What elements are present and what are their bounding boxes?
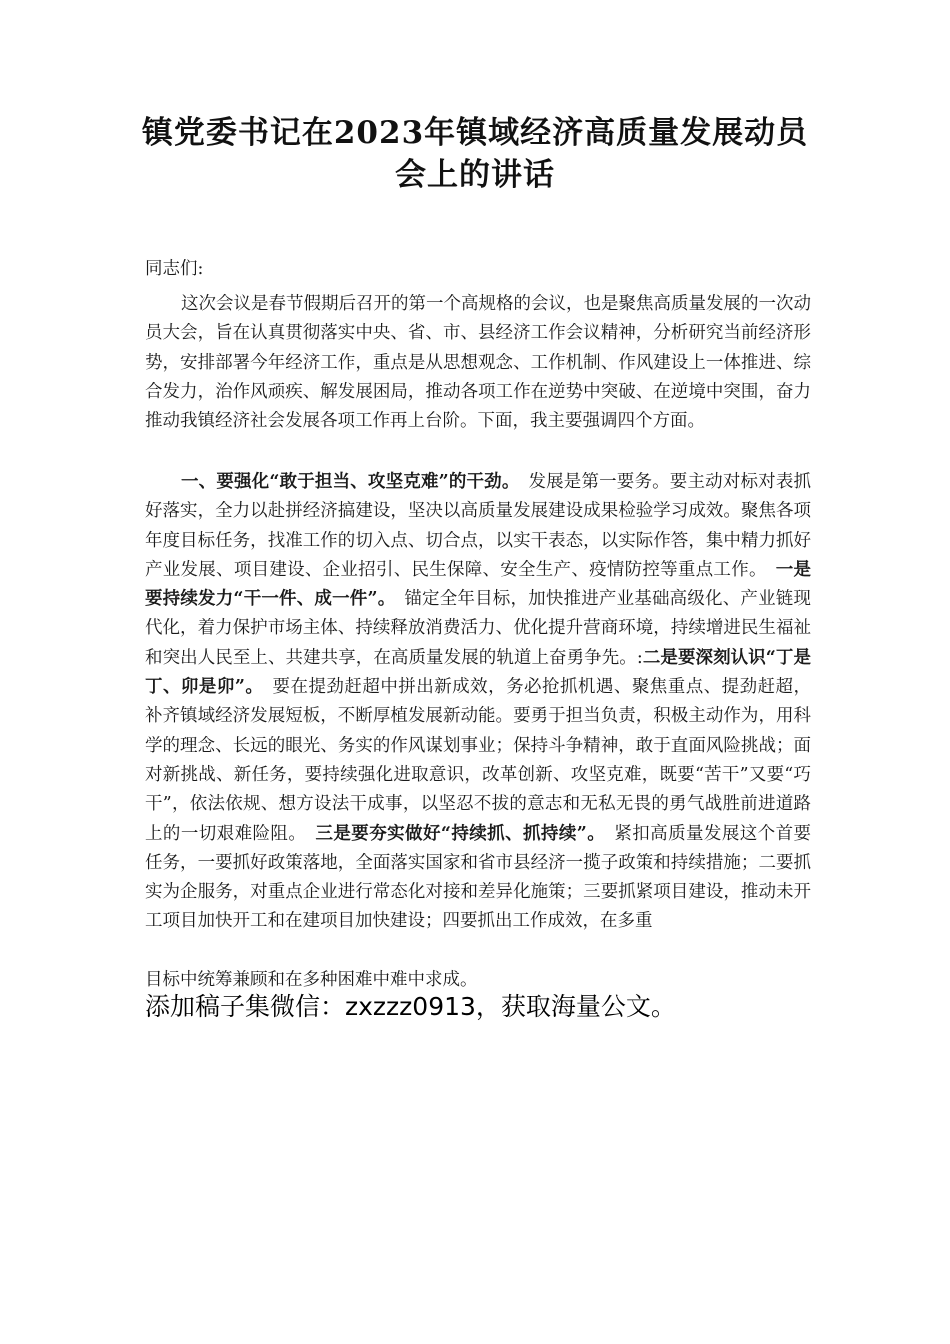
- section-text-3: 要在提劲赶超中拼出新成效，务必抢抓机遇、聚焦重点、提劲赶超，补齐镇域经济发展短板，不断厚植发展新动能。要勇于担当负责，积极主动作为，用科学的理念、长远的眼光、务实的作风谋划事业；保持斗争精神，敢于直面风险挑战；面对新挑战、新任务，要持续强化进取意识，改革创新、攻坚克难，既要“苦干”又要“巧干”，依法依规、想方设法干成事，以坚忍不拔的意志和无私无畏的勇气战胜前进道路上的一切艰难险阻。: [145, 677, 811, 844]
- section-text-2: 锚定全年目标，加快推进产业基础高级化、产业链现代化，着力保护市场主体、持续释放消费活力、优化提升营商环境，持续增进民生福祉和突出人民至上、共建共享，在高质量发展的轨道上奋勇争先。:: [145, 589, 811, 668]
- section-text-1: 发展是第一要务。要主动对标对表抓好落实，全力以赴拼经济搞建设，坚决以高质量发展建设成果检验学习成效。聚焦各项年度目标任务，找准工作的切入点、切合点，以实干表态，以实际作答，集中精力抓好产业发展、项目建设、企业招引、民生保障、安全生产、疫情防控等重点工作。: [145, 472, 811, 580]
- section-heading: 一、要强化“敢于担当、攻坚克难”的干劲。: [181, 472, 511, 492]
- paragraph-tail: 目标中统筹兼顾和在多种困难中难中求成。: [145, 970, 478, 990]
- title-line-1: 镇党委书记在2023年镇域经济高质量发展动员: [141, 115, 809, 151]
- sub-heading-2: 二是要深刻认识“丁是丁、卯是卯”。: [145, 647, 811, 698]
- paragraph-intro: 这次会议是春节假期后召开的第一个高规格的会议，也是聚焦高质量发展的一次动员大会，旨在认真贯彻落实中央、省、市、县经济工作会议精神，分析研究当前经济形势，安排部署今年经济工作，重点是从思想观念、工作机制、作风建设上一体推进、综合发力，治作风顽疾、解发展困局，推动各项工作在逆势中突破、在逆境中突围，奋力推动我镇经济社会发展各项工作再上台阶。下面，我主要强调四个方面。: [145, 294, 811, 432]
- salutation: 同志们:: [145, 259, 204, 279]
- sub-heading-3: 三是要夯实做好“持续抓、抓持续”。: [315, 823, 597, 844]
- paragraph-section-one: [145, 468, 811, 937]
- sub-heading-1: 一是要持续发力“干一件、成一件”。: [145, 559, 811, 610]
- promo-line: 添加稿子集微信：zxzzz0913，获取海量公文。: [145, 992, 676, 1021]
- title-line-2: 会上的讲话: [395, 157, 555, 193]
- section-text-4: 紧扣高质量发展这个首要任务，一要抓好政策落地，全面落实国家和省市县经济一揽子政策和持续措施；二要抓实为企服务，对重点企业进行常态化对接和差异化施策；三要抓紧项目建设，推动未开工项目加快开工和在建项目加快建设；四要抓出工作成效，在多重: [145, 823, 812, 932]
- document-title: [120, 112, 830, 196]
